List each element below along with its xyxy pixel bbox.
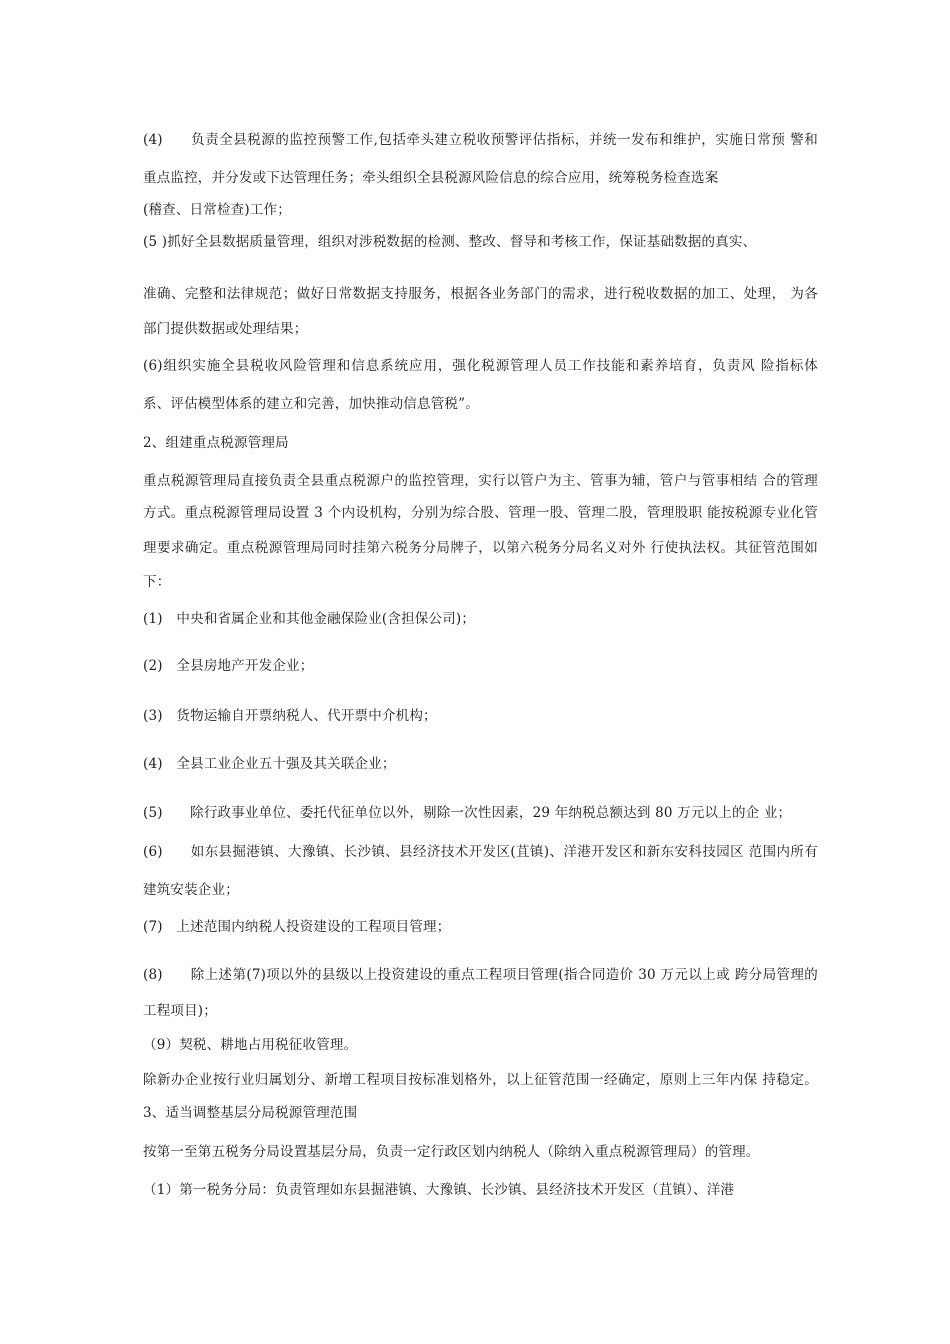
- paragraph-line: 重点监控，并分发或下达管理任务；牵头组织全县税源风险信息的综合应用，统筹税务检查选案: [143, 170, 719, 186]
- list-item: (7) 上述范围内纳税人投资建设的工程项目管理；: [143, 919, 451, 935]
- list-item-continuation: 建筑安装企业；: [143, 882, 239, 898]
- list-item: (2) 全县房地产开发企业；: [143, 658, 314, 674]
- paragraph-line: 按第一至第五税务分局设置基层分局，负责一定行政区划内纳税人（除纳入重点税源管理局）的管理。: [143, 1144, 760, 1160]
- list-item: （1）第一税务分局：负责管理如东县掘港镇、大豫镇、长沙镇、县经济技术开发区（苴镇）、洋港: [143, 1182, 735, 1198]
- paragraph-line: 除新办企业按行业归属划分、新增工程项目按标准划格外，以上征管范围一经确定，原则上三年内保 持稳定。: [143, 1072, 818, 1088]
- list-item: （9）契税、耕地占用税征收管理。: [143, 1037, 358, 1053]
- list-item: (5) 除行政事业单位、委托代征单位以外，剔除一次性因素，29 年纳税总额达到 80 万元以上的企 业；: [143, 805, 792, 821]
- paragraph-line: 方式。重点税源管理局设置 3 个内设机构，分别为综合股、管理一股、管理二股，管理股职 能按税源专业化管: [143, 505, 818, 521]
- paragraph-line: (6)组织实施全县税收风险管理和信息系统应用，强化税源管理人员工作技能和素养培育，负责风 险指标体: [143, 358, 818, 374]
- paragraph-line: 系、评估模型体系的建立和完善，加快推动信息管税”。: [143, 396, 479, 412]
- section-heading: 2、组建重点税源管理局: [143, 435, 289, 451]
- list-item: (3) 货物运输自开票纳税人、代开票中介机构；: [143, 708, 437, 724]
- list-item: (6) 如东县掘港镇、大豫镇、长沙镇、县经济技术开发区(苴镇)、洋港开发区和新东安科技园区 范围内所有: [143, 844, 818, 860]
- list-item: (8) 除上述第(7)项以外的县级以上投资建设的重点工程项目管理(指合同造价 30 万元以上或 跨分局管理的: [143, 967, 818, 983]
- section-heading: 3、适当调整基层分局税源管理范围: [143, 1105, 358, 1121]
- list-item: (4) 全县工业企业五十强及其关联企业；: [143, 756, 396, 772]
- list-item-continuation: 工程项目)；: [143, 1003, 217, 1019]
- paragraph-line: 部门提供数据或处理结果；: [143, 321, 308, 337]
- paragraph-line: (4) 负责全县税源的监控预警工作,包括牵头建立税收预警评估指标，并统一发布和维护，实施日常预 警和: [143, 132, 818, 148]
- paragraph-line: 重点税源管理局直接负责全县重点税源户的监控管理，实行以管户为主、管事为辅，管户与管事相结 合的管理: [143, 473, 818, 489]
- paragraph-line: 准确、完整和法律规范；做好日常数据支持服务，根据各业务部门的需求，进行税收数据的加工、处理， 为各: [143, 286, 818, 302]
- paragraph-line: (稽查、日常检查)工作；: [143, 202, 291, 218]
- paragraph-line: 理要求确定。重点税源管理局同时挂第六税务分局牌子，以第六税务分局名义对外 行使执法权。其征管范围如: [143, 540, 818, 556]
- paragraph-line: (5 )抓好全县数据质量管理，组织对涉税数据的检测、整改、督导和考核工作，保证基础数据的真实、: [143, 234, 757, 250]
- list-item: (1) 中央和省属企业和其他金融保险业(含担保公司)；: [143, 611, 476, 627]
- paragraph-line: 下：: [143, 574, 171, 590]
